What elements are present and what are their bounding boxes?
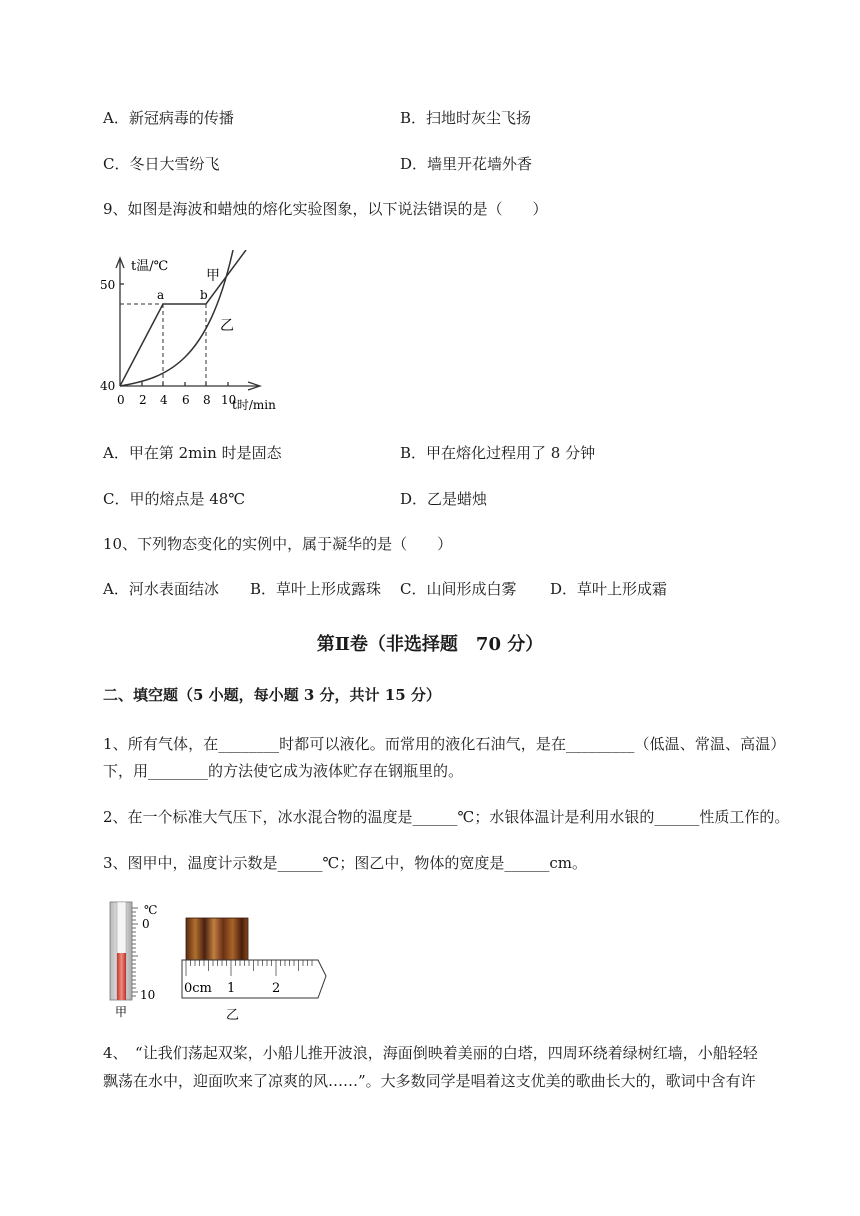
x-tick-4: 4 — [160, 393, 168, 407]
x-axis-label: t时/min — [232, 398, 276, 412]
q9-option-c: C．甲的熔点是 48℃ — [103, 490, 246, 508]
label-yi: 乙 — [220, 318, 234, 334]
x-tick-10: 10 — [221, 393, 237, 407]
x-tick-6: 6 — [182, 393, 190, 407]
q8-option-a: A．新冠病毒的传播 — [103, 109, 234, 127]
label-jia: 甲 — [206, 268, 220, 284]
q10-stem: 10、下列物态变化的实例中，属于凝华的是（ ） — [103, 535, 453, 553]
q8-option-c: C．冬日大雪纷飞 — [103, 155, 220, 173]
q10-option-c: C．山间形成白雾 — [400, 580, 517, 598]
thermometer-tick-0: 0 — [142, 917, 150, 931]
wooden-block — [186, 918, 248, 960]
y-tick-50: 50 — [100, 278, 116, 292]
point-b-label: b — [200, 288, 208, 302]
f4-line1: 4、 “让我们荡起双桨，小船儿推开波浪，海面倒映着美丽的白塔，四周环绕着绿树红墙，小船轻轻 — [103, 1044, 758, 1062]
melting-graph — [98, 250, 298, 415]
thermometer-unit: ℃ — [144, 903, 158, 917]
f3-line1: 3、图甲中，温度计示数是______℃；图乙中，物体的宽度是______cm。 — [103, 854, 587, 872]
thermometer-ruler-figure — [98, 896, 330, 1022]
q10-option-a: A．河水表面结冰 — [103, 580, 219, 598]
q10-option-d: D．草叶上形成霜 — [550, 580, 668, 598]
ruler-label-2: 2 — [272, 981, 281, 996]
y-axis-label: t温/℃ — [131, 259, 169, 274]
label-jia: 甲 — [115, 1005, 128, 1019]
x-tick-8: 8 — [203, 393, 211, 407]
q9-option-a: A．甲在第 2min 时是固态 — [103, 444, 282, 462]
q8-option-b: B．扫地时灰尘飞扬 — [400, 109, 532, 127]
ruler-label-1: 1 — [227, 981, 236, 996]
q10-option-b: B．草叶上形成露珠 — [250, 580, 382, 598]
x-tick-0: 0 — [117, 393, 125, 407]
ruler-label-0cm: 0cm — [184, 981, 212, 996]
point-a-label: a — [157, 288, 165, 302]
label-yi: 乙 — [226, 1008, 240, 1022]
part2-title: 第Ⅱ卷（非选择题 70 分） — [316, 634, 544, 655]
y-tick-40: 40 — [100, 379, 116, 393]
q9-option-d: D．乙是蜡烛 — [400, 490, 488, 508]
section2-heading: 二、填空题（5 小题，每小题 3 分，共计 15 分） — [103, 686, 441, 704]
f2-line1: 2、在一个标准大气压下，冰水混合物的温度是______℃；水银体温计是利用水银的______性质工作的。 — [103, 808, 790, 826]
x-tick-2: 2 — [139, 393, 147, 407]
f4-line2: 飘荡在水中，迎面吹来了凉爽的风……”。大多数同学是唱着这支优美的歌曲长大的，歌词中含有许 — [103, 1072, 756, 1090]
q9-option-b: B．甲在熔化过程用了 8 分钟 — [400, 444, 596, 462]
q8-option-d: D．墙里开花墙外香 — [400, 155, 533, 173]
q9-stem: 9、如图是海波和蜡烛的熔化实验图象，以下说法错误的是（ ） — [103, 200, 548, 218]
mercury-column — [117, 953, 126, 1000]
f1-line1: 1、所有气体，在________时都可以液化。而常用的液化石油气，是在_________（低温、常温、高温） — [103, 735, 786, 753]
thermometer-tick-10: 10 — [140, 988, 156, 1002]
f1-line2: 下，用________的方法使它成为液体贮存在钢瓶里的。 — [103, 762, 464, 780]
